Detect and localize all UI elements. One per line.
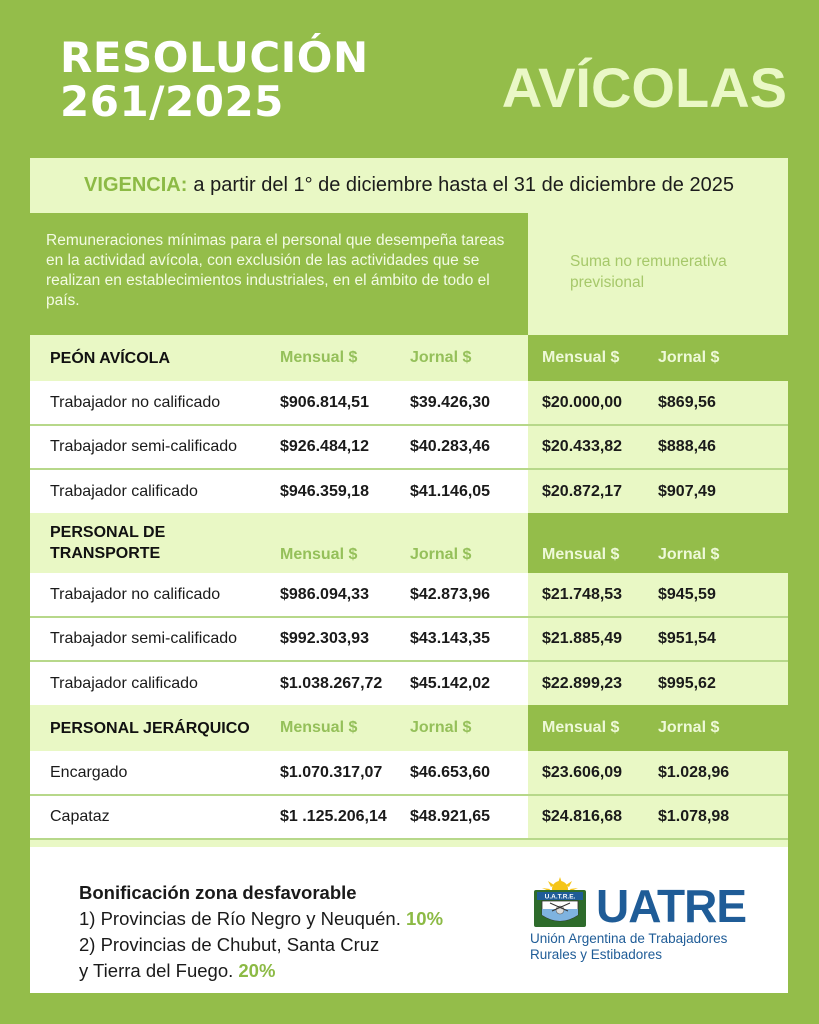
mensual-value: $986.094,33 (280, 573, 410, 617)
intro-block (30, 213, 788, 335)
section-title-line1: PERSONAL DE (50, 524, 166, 541)
mensual-value: $1 .125.206,14 (280, 795, 410, 839)
nr-mensual-value: $24.816,68 (528, 795, 658, 839)
bonus-item-2-line2: y Tierra del Fuego. (79, 960, 234, 981)
non-remunerative-heading (528, 213, 788, 335)
col-nr-mensual: Mensual $ (528, 335, 658, 381)
nr-jornal-value: $951,54 (658, 617, 788, 661)
bonus-item-2 (79, 958, 443, 984)
section-header-personal-transporte (30, 513, 788, 573)
non-remunerative-line2: previsional (570, 274, 645, 291)
mensual-value: $1.070.317,07 (280, 751, 410, 795)
resolution-title (60, 33, 369, 126)
row-name: Trabajador calificado (30, 469, 280, 513)
col-jornal: Jornal $ (410, 513, 528, 573)
col-mensual: Mensual $ (280, 513, 410, 573)
uatre-logo (530, 877, 750, 967)
col-jornal: Jornal $ (410, 705, 528, 751)
row-name: Trabajador semi-calificado (30, 425, 280, 469)
bonus-info (79, 880, 443, 984)
nr-jornal-value: $995,62 (658, 661, 788, 705)
nr-jornal-value: $1.028,96 (658, 751, 788, 795)
jornal-value: $40.283,46 (410, 425, 528, 469)
salary-table (30, 335, 788, 840)
mensual-value: $992.303,93 (280, 617, 410, 661)
nr-jornal-value: $888,46 (658, 425, 788, 469)
nr-mensual-value: $22.899,23 (528, 661, 658, 705)
vigencia-text: a partir del 1° de diciembre hasta el 31 de diciembre de 2025 (193, 174, 734, 196)
uatre-wordmark: UATRE (596, 880, 747, 932)
nr-mensual-value: $21.748,53 (528, 573, 658, 617)
section-title: PEÓN AVÍCOLA (30, 335, 280, 381)
uatre-subtitle-line1: Unión Argentina de Trabajadores (530, 931, 728, 946)
uatre-seal-icon (530, 877, 590, 929)
col-mensual: Mensual $ (280, 335, 410, 381)
col-nr-jornal: Jornal $ (658, 513, 788, 573)
table-row (30, 573, 788, 617)
resolution-number: 261/2025 (60, 77, 284, 126)
nr-jornal-value: $869,56 (658, 381, 788, 425)
row-name: Encargado (30, 751, 280, 795)
nr-jornal-value: $907,49 (658, 469, 788, 513)
section-title-line2: TRANSPORTE (50, 545, 161, 562)
vigencia-label: VIGENCIA: (84, 174, 188, 196)
section-title (30, 513, 280, 573)
mensual-value: $906.814,51 (280, 381, 410, 425)
jornal-value: $41.146,05 (410, 469, 528, 513)
category-title: AVÍCOLAS (501, 56, 787, 119)
intro-description: Remuneraciones mínimas para el personal que desempeña tareas en la actividad avícola, con exclusión de las actividades que se realizan en establecimientos industriales, en el ámbito de todo el país. (30, 213, 528, 335)
nr-jornal-value: $1.078,98 (658, 795, 788, 839)
non-remunerative-line1: Suma no remunerativa (570, 253, 727, 270)
uatre-subtitle-line2: Rurales y Estibadores (530, 947, 663, 962)
col-nr-jornal: Jornal $ (658, 335, 788, 381)
table-row (30, 617, 788, 661)
jornal-value: $43.143,35 (410, 617, 528, 661)
col-mensual: Mensual $ (280, 705, 410, 751)
nr-mensual-value: $23.606,09 (528, 751, 658, 795)
table-row (30, 425, 788, 469)
jornal-value: $48.921,65 (410, 795, 528, 839)
row-name: Trabajador semi-calificado (30, 617, 280, 661)
bonus-item-1-pct: 10% (406, 908, 444, 929)
bonus-title: Bonificación zona desfavorable (79, 882, 357, 903)
table-row (30, 795, 788, 839)
vigencia-banner (30, 158, 788, 213)
col-nr-jornal: Jornal $ (658, 705, 788, 751)
bonus-item-1 (79, 906, 443, 932)
nr-mensual-value: $20.000,00 (528, 381, 658, 425)
jornal-value: $42.873,96 (410, 573, 528, 617)
table-row (30, 469, 788, 513)
resolution-title-line1: RESOLUCIÓN (60, 33, 369, 82)
section-header-personal-jerarquico (30, 705, 788, 751)
table-row (30, 381, 788, 425)
bonus-item-1-text: 1) Provincias de Río Negro y Neuquén. (79, 908, 401, 929)
salary-panel (30, 158, 788, 993)
mensual-value: $946.359,18 (280, 469, 410, 513)
col-nr-mensual: Mensual $ (528, 513, 658, 573)
seal-text: U.A.T.R.E. (544, 893, 576, 901)
mensual-value: $1.038.267,72 (280, 661, 410, 705)
uatre-subtitle (530, 931, 727, 963)
table-row (30, 661, 788, 705)
row-name: Trabajador no calificado (30, 573, 280, 617)
bonus-item-2-line1: 2) Provincias de Chubut, Santa Cruz (79, 934, 380, 955)
col-nr-mensual: Mensual $ (528, 705, 658, 751)
nr-mensual-value: $21.885,49 (528, 617, 658, 661)
section-title: PERSONAL JERÁRQUICO (30, 705, 280, 751)
section-header-peon-avicola (30, 335, 788, 381)
row-name: Trabajador calificado (30, 661, 280, 705)
nr-mensual-value: $20.872,17 (528, 469, 658, 513)
jornal-value: $46.653,60 (410, 751, 528, 795)
jornal-value: $45.142,02 (410, 661, 528, 705)
table-row (30, 751, 788, 795)
mensual-value: $926.484,12 (280, 425, 410, 469)
jornal-value: $39.426,30 (410, 381, 528, 425)
col-jornal: Jornal $ (410, 335, 528, 381)
row-name: Trabajador no calificado (30, 381, 280, 425)
row-name: Capataz (30, 795, 280, 839)
nr-mensual-value: $20.433,82 (528, 425, 658, 469)
footer-section (30, 847, 788, 993)
nr-jornal-value: $945,59 (658, 573, 788, 617)
bonus-item-2-pct: 20% (238, 960, 276, 981)
